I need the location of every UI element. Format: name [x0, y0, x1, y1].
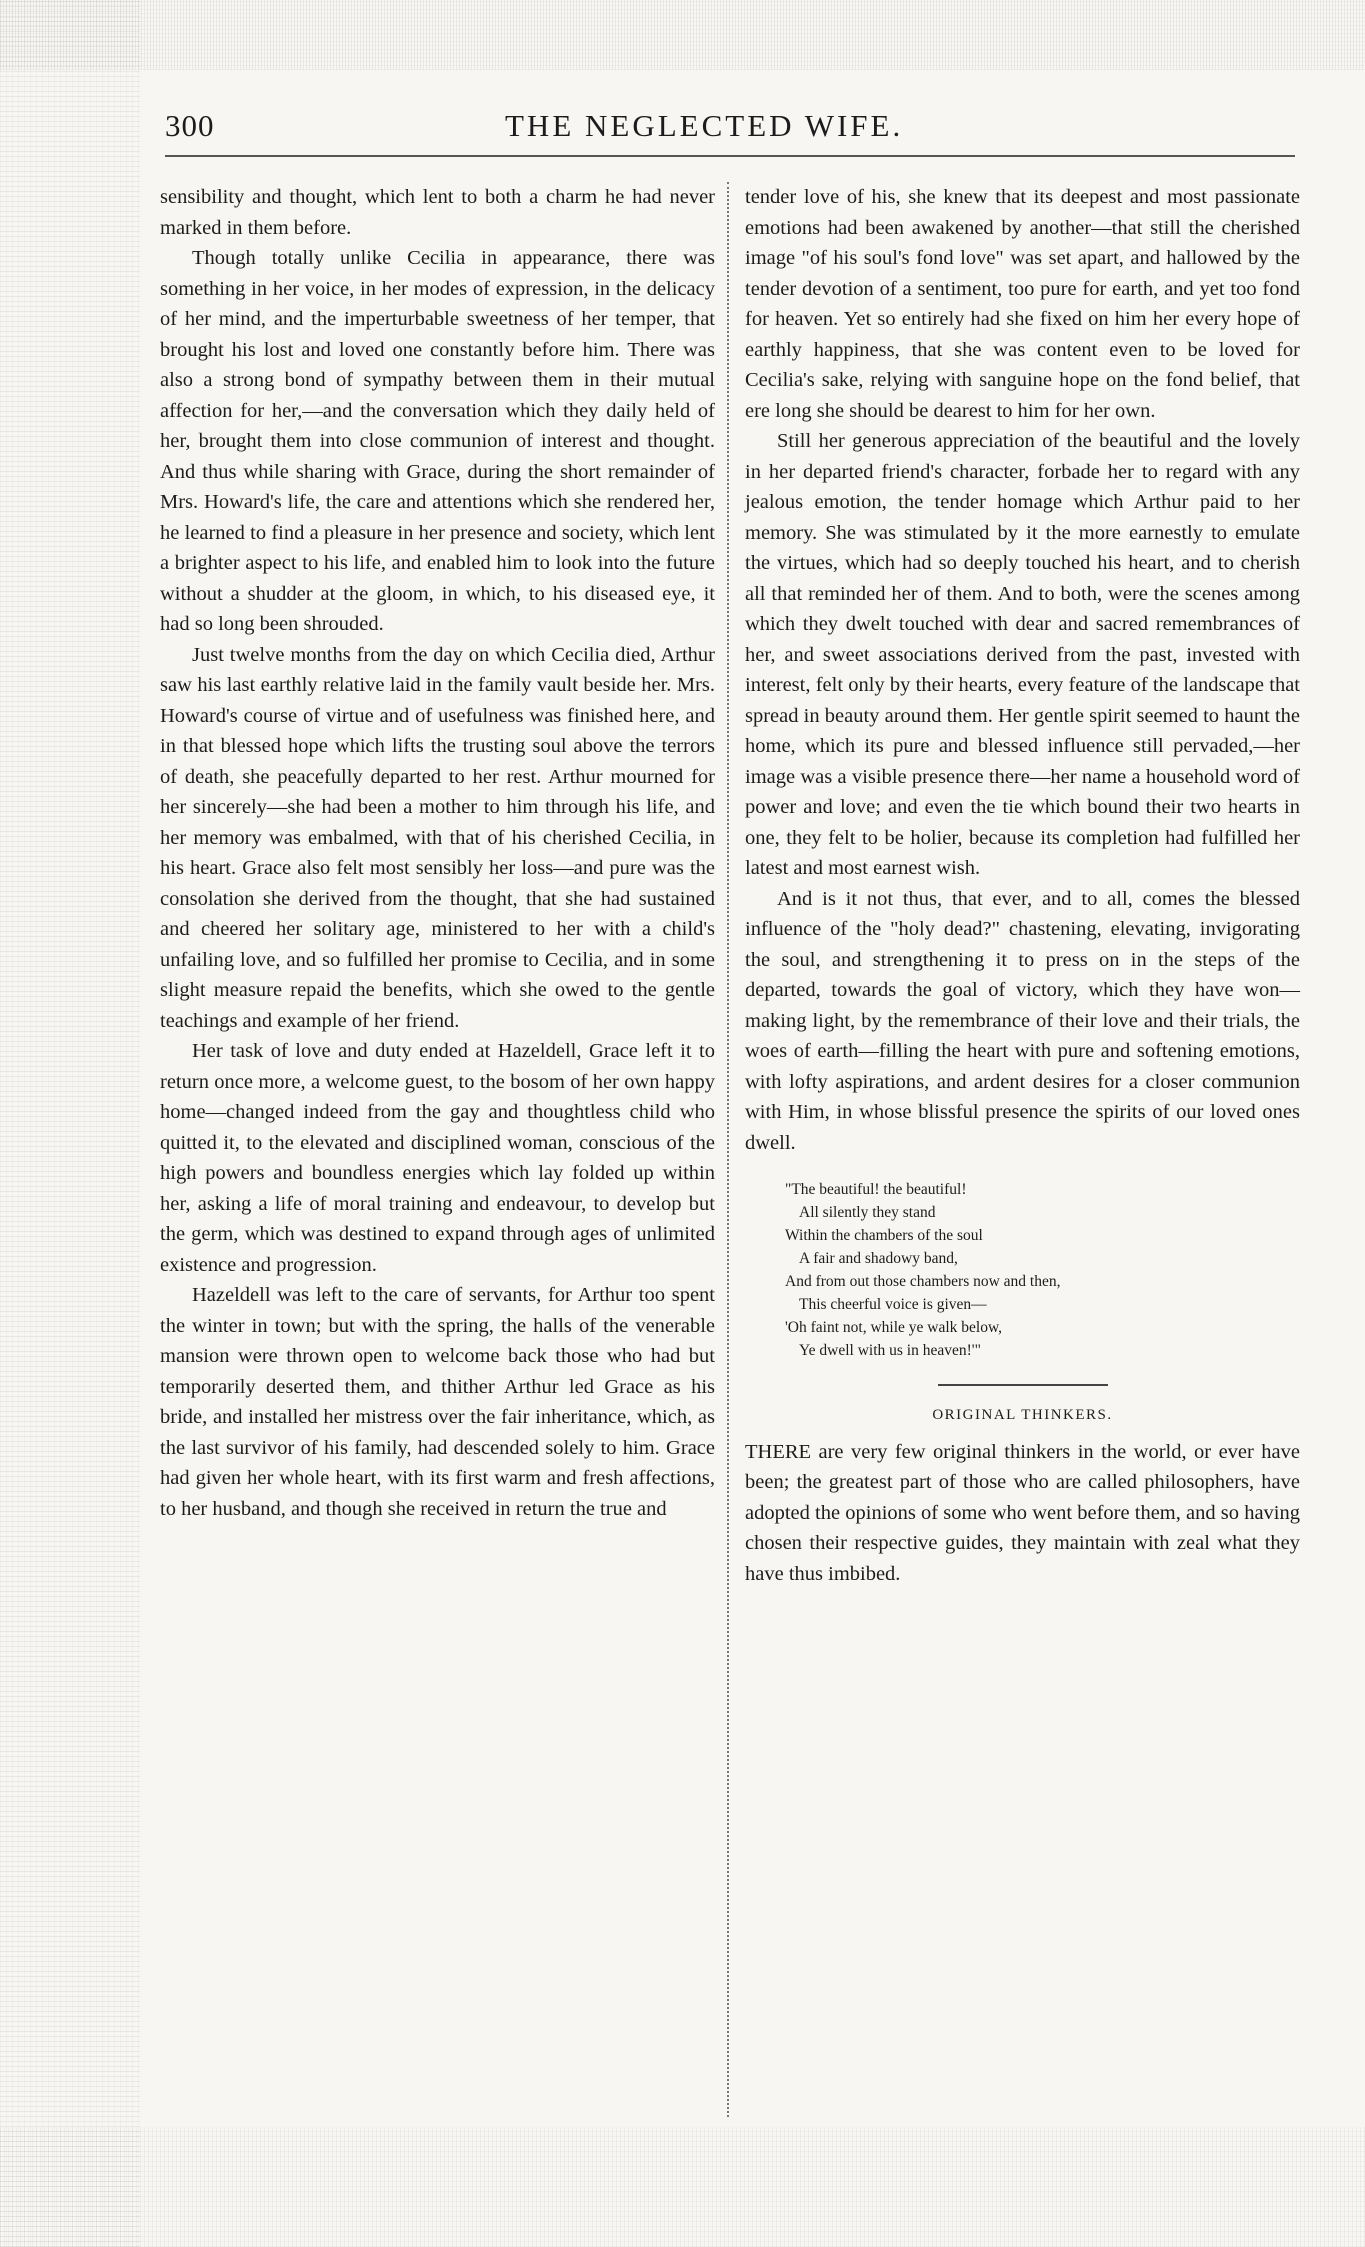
left-column [160, 182, 715, 1524]
header-rule [165, 155, 1295, 157]
poem [785, 1178, 1300, 1362]
section-rule [938, 1384, 1108, 1386]
poem-line: And from out those chambers now and then, [785, 1273, 1061, 1290]
section-paragraph: THERE are very few original thinkers in the world, or ever have been; the greatest part of those who are called philosophers, have adopted the opinions of some who went before them, and so having chosen their respective guides, they maintain with zeal what they have thus imbibed. [745, 1440, 1300, 1585]
paragraph: sensibility and thought, which lent to both a charm he had never marked in them before. [160, 186, 715, 239]
paragraph: Hazeldell was left to the care of servants, for Arthur too spent the winter in town; but with the spring, the halls of the venerable mansion were thrown open to welcome back those who had but temporarily deserted them, and thither Arthur led Grace as his bride, and installed her mistress over the fair inheritance, which, as the last survivor of his family, had descended solely to him. Grace had given her whole heart, with its first warm and fresh affections, to her husband, and though she received in return the true and [160, 1284, 715, 1520]
paragraph: tender love of his, she knew that its deepest and most passionate emotions had been awakened by another—that still the cherished image "of his soul's fond love" was set apart, and hallowed by the tender devotion of a sentiment, too pure for earth, and yet too fond for heaven. Yet so entirely had she fixed on him her every hope of earthly happiness, that she was content even to be loved for Cecilia's sake, relying with sanguine hope on the fond belief, that ere long she should be dearest to him for her own. [745, 186, 1300, 422]
running-title: THE NEGLECTED WIFE. [505, 108, 904, 143]
page-number: 300 [165, 108, 215, 143]
poem-line: A fair and shadowy band, [799, 1250, 958, 1267]
poem-line: "The beautiful! the beautiful! [785, 1181, 967, 1198]
poem-line: All silently they stand [799, 1204, 936, 1221]
poem-line: Ye dwell with us in heaven!'" [799, 1342, 981, 1359]
paragraph: Her task of love and duty ended at Hazeldell, Grace left it to return once more, a welcome guest, to the bosom of her own happy home—changed indeed from the gay and thoughtless child who quitted it, to the elevated and disciplined woman, conscious of the high powers and boundless energies which lay folded up within her, asking a life of moral training and endeavour, to develop but the germ, which was destined to expand through ages of unlimited existence and progression. [160, 1040, 715, 1276]
scan-noise-left [0, 0, 140, 2247]
column-divider [727, 182, 729, 2117]
right-column [745, 182, 1300, 1589]
poem-line: This cheerful voice is given— [799, 1296, 987, 1313]
running-head [165, 108, 1295, 152]
paragraph: Though totally unlike Cecilia in appearance, there was something in her voice, in her modes of expression, in the delicacy of her mind, and the imperturbable sweetness of her temper, that brought his lost and loved one constantly before him. There was also a strong bond of sympathy between them in their mutual affection for her,—and the conversation which they daily held of her, brought them into close communion of interest and thought. And thus while sharing with Grace, during the short remainder of Mrs. Howard's life, the care and attentions which she rendered her, he learned to find a pleasure in her presence and society, which lent a brighter aspect to his life, and enabled him to look into the future without a shudder at the gloom, in which, to his diseased eye, it had so long been shrouded. [160, 247, 715, 635]
section-title: ORIGINAL THINKERS. [932, 1407, 1113, 1423]
scan-noise-top [0, 0, 1365, 70]
paragraph: Still her generous appreciation of the beautiful and the lovely in her departed friend's character, forbade her to regard with any jealous emotion, the tender homage which Arthur paid to her memory. She was stimulated by it the more earnestly to emulate the virtues, which had so deeply touched his heart, and to cherish all that reminded her of them. And to both, were the scenes among which they dwelt touched with dear and sacred remembrances of her, and sweet associations derived from the past, invested with interest, felt only by their hearts, every feature of the landscape that spread in beauty around them. Her gentle spirit seemed to haunt the home, which its pure and blessed influence still pervaded,—her image was a visible presence there—her name a household word of power and love; and even the tie which bound their two hearts in one, they felt to be holier, because its completion had fulfilled her latest and most earnest wish. [745, 430, 1300, 879]
poem-line: Within the chambers of the soul [785, 1227, 983, 1244]
scan-noise-bottom [0, 2127, 1365, 2247]
poem-line: 'Oh faint not, while ye walk below, [785, 1319, 1003, 1336]
paragraph: Just twelve months from the day on which Cecilia died, Arthur saw his last earthly relative laid in the family vault beside her. Mrs. Howard's course of virtue and of usefulness was finished here, and in that blessed hope which lifts the trusting soul above the terrors of death, she peacefully departed to her rest. Arthur mourned for her sincerely—she had been a mother to him through his life, and her memory was embalmed, with that of his cherished Cecilia, in his heart. Grace also felt most sensibly her loss—and pure was the consolation she derived from the thought, that she had sustained and cheered her solitary age, ministered to her with a child's unfailing love, and so fulfilled her promise to Cecilia, and in some slight measure repaid the benefits, which she owed to the gentle teachings and example of her friend. [160, 643, 715, 1032]
paragraph: And is it not thus, that ever, and to all, comes the blessed influence of the "holy dead?" chastening, elevating, invigorating the soul, and strengthening it to press on in the steps of the departed, towards the goal of victory, which they have won—making light, by the remembrance of their love and their trials, the woes of earth—filling the heart with pure and softening emotions, with lofty aspirations, and ardent desires for a closer communion with Him, in whose blissful presence the spirits of our loved ones dwell. [745, 887, 1300, 1154]
